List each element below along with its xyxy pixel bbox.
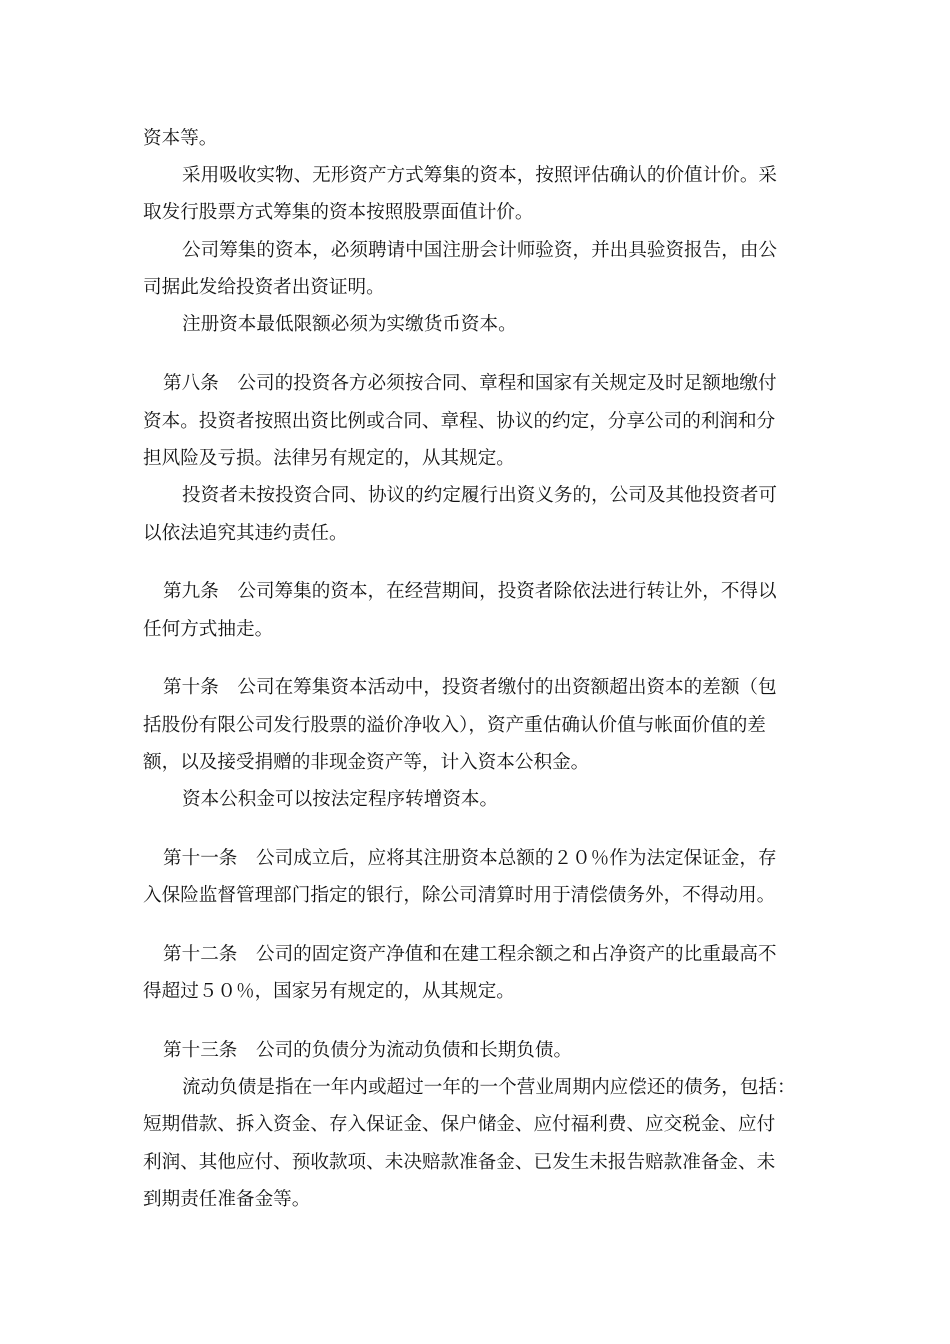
paragraph-first-line: 公司筹集的资本，必须聘请中国注册会计师验资，并出具验资报告，由公	[182, 240, 778, 261]
article-12-heading-line: 第十二条 公司的固定资产净值和在建工程余额之和占净资产的比重最高不	[163, 944, 777, 965]
text-line: 得超过５０％，国家另有规定的，从其规定。	[143, 981, 515, 1002]
paragraph-first-line: 投资者未按投资合同、协议的约定履行出资义务的，公司及其他投资者可	[182, 485, 778, 506]
text-line: 额，以及接受捐赠的非现金资产等，计入资本公积金。	[143, 752, 590, 773]
paragraph-first-line: 采用吸收实物、无形资产方式筹集的资本，按照评估确认的价值计价。采	[182, 165, 778, 186]
text-line: 括股份有限公司发行股票的溢价净收入），资产重估确认价值与帐面价值的差	[143, 715, 766, 736]
article-8-heading-line: 第八条 公司的投资各方必须按合同、章程和国家有关规定及时足额地缴付	[163, 373, 777, 394]
text-line: 任何方式抽走。	[143, 619, 274, 640]
text-line: 司据此发给投资者出资证明。	[143, 277, 385, 298]
text-line: 资本。投资者按照出资比例或合同、章程、协议的约定，分享公司的利润和分	[143, 411, 776, 432]
article-9-heading-line: 第九条 公司筹集的资本，在经营期间，投资者除依法进行转让外，不得以	[163, 581, 777, 602]
paragraph-first-line: 流动负债是指在一年内或超过一年的一个营业周期内应偿还的债务，包括：	[182, 1077, 796, 1098]
article-13-heading-line: 第十三条 公司的负债分为流动负债和长期负债。	[163, 1040, 573, 1061]
paragraph-first-line: 资本公积金可以按法定程序转增资本。	[182, 789, 499, 810]
text-line: 资本等。	[143, 128, 218, 149]
paragraph-first-line: 注册资本最低限额必须为实缴货币资本。	[182, 314, 517, 335]
text-line: 取发行股票方式筹集的资本按照股票面值计价。	[143, 202, 534, 223]
article-11-heading-line: 第十一条 公司成立后，应将其注册资本总额的２０％作为法定保证金，存	[163, 848, 777, 869]
text-line: 入保险监督管理部门指定的银行，除公司清算时用于清偿债务外，不得动用。	[143, 885, 776, 906]
text-line: 担风险及亏损。法律另有规定的，从其规定。	[143, 448, 515, 469]
text-line: 利润、其他应付、预收款项、未决赔款准备金、已发生未报告赔款准备金、未	[143, 1152, 776, 1173]
text-line: 以依法追究其违约责任。	[143, 523, 348, 544]
text-line: 短期借款、拆入资金、存入保证金、保户储金、应付福利费、应交税金、应付	[143, 1114, 776, 1135]
article-10-heading-line: 第十条 公司在筹集资本活动中，投资者缴付的出资额超出资本的差额（包	[163, 677, 777, 698]
text-line: 到期责任准备金等。	[143, 1189, 311, 1210]
